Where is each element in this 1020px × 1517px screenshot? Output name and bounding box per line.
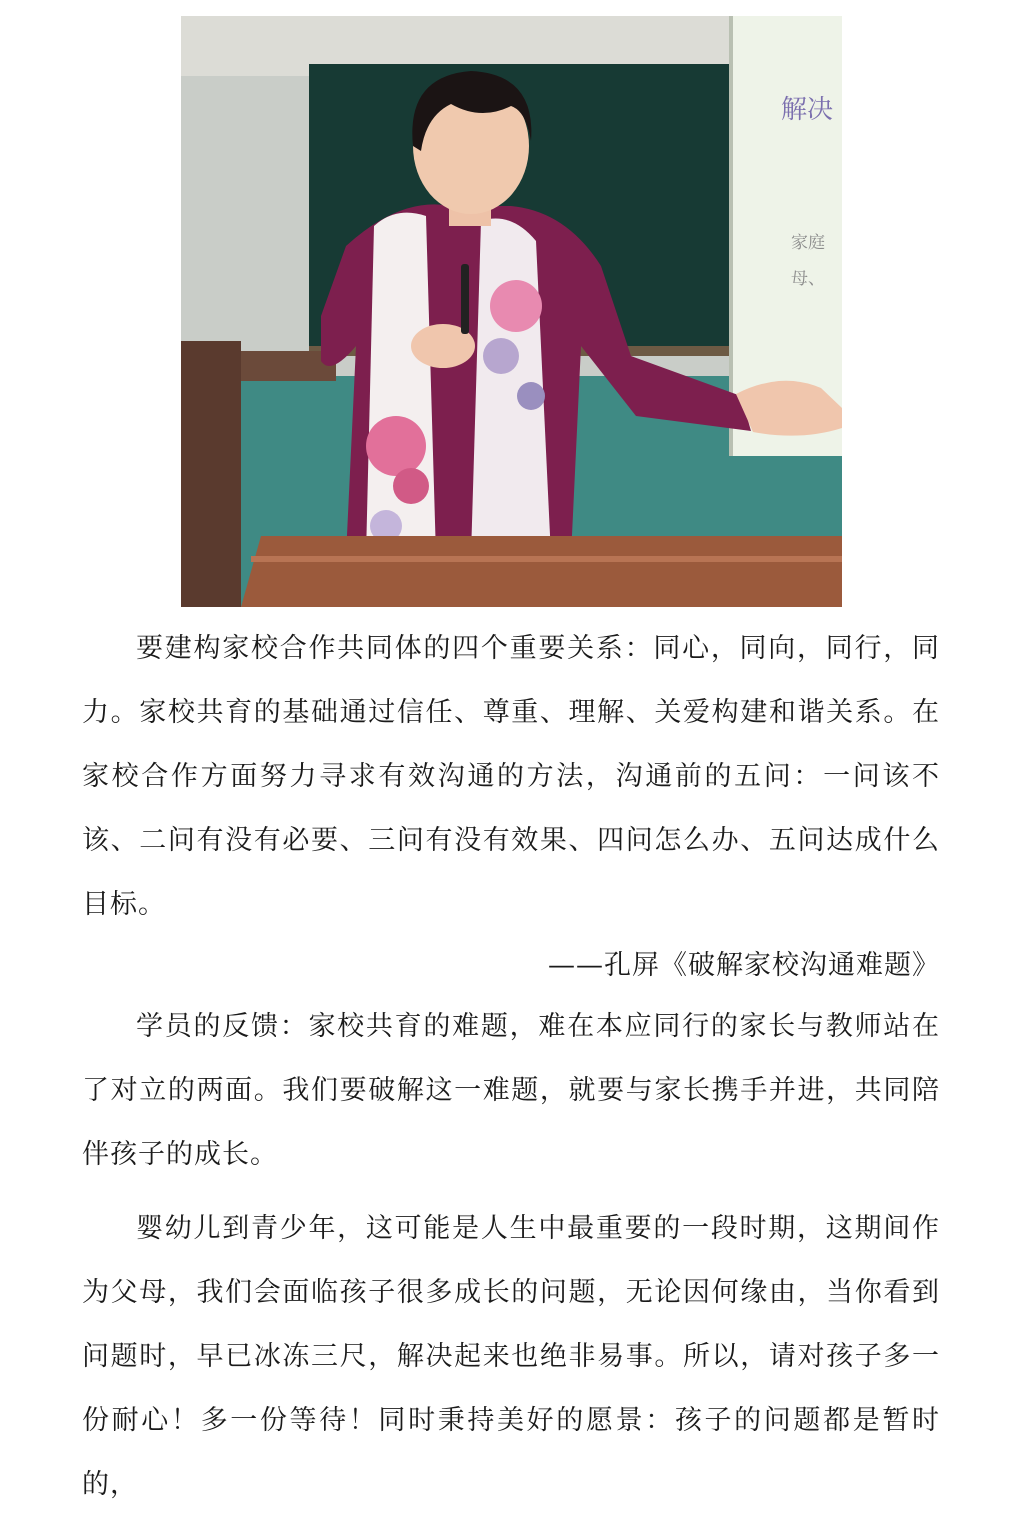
article-block-2 — [82, 1197, 940, 1517]
paragraph-parenting-patience: 婴幼儿到青少年，这可能是人生中最重要的一段时期，这期间作为父母，我们会面临孩子很多成长的问题，无论因何缘由，当你看到问题时，早已冰冻三尺，解决起来也绝非易事。所以，请对孩子多一份耐心！多一份等待！同时秉持美好的愿景：孩子的问题都是暂时的， — [82, 1213, 940, 1500]
paragraph-student-feedback: 学员的反馈：家校共育的难题，难在本应同行的家长与教师站在了对立的两面。我们要破解这一难题，就要与家长携手并进，共同陪伴孩子的成长。 — [82, 1011, 940, 1170]
slide-title: 解决 — [781, 95, 834, 125]
paragraph-family-school-relations: 要建构家校合作共同体的四个重要关系：同心，同向，同行，同力。家校共育的基础通过信任、尊重、理解、关爱构建和谐关系。在家校合作方面努力寻求有效沟通的方法，沟通前的五问：一问该不该、二问有没有必要、三问有没有效果、四问怎么办、五问达成什么目标。 — [82, 633, 940, 920]
quote-attribution: ——孔屏《破解家校沟通难题》 — [548, 950, 940, 981]
teacher-presenting-photo — [181, 16, 842, 607]
slide-text-line-2: 母、 — [791, 269, 825, 289]
photo-illustration — [181, 16, 842, 607]
article-block-1 — [82, 617, 940, 1187]
slide-text-line-1: 家庭 — [791, 233, 825, 253]
